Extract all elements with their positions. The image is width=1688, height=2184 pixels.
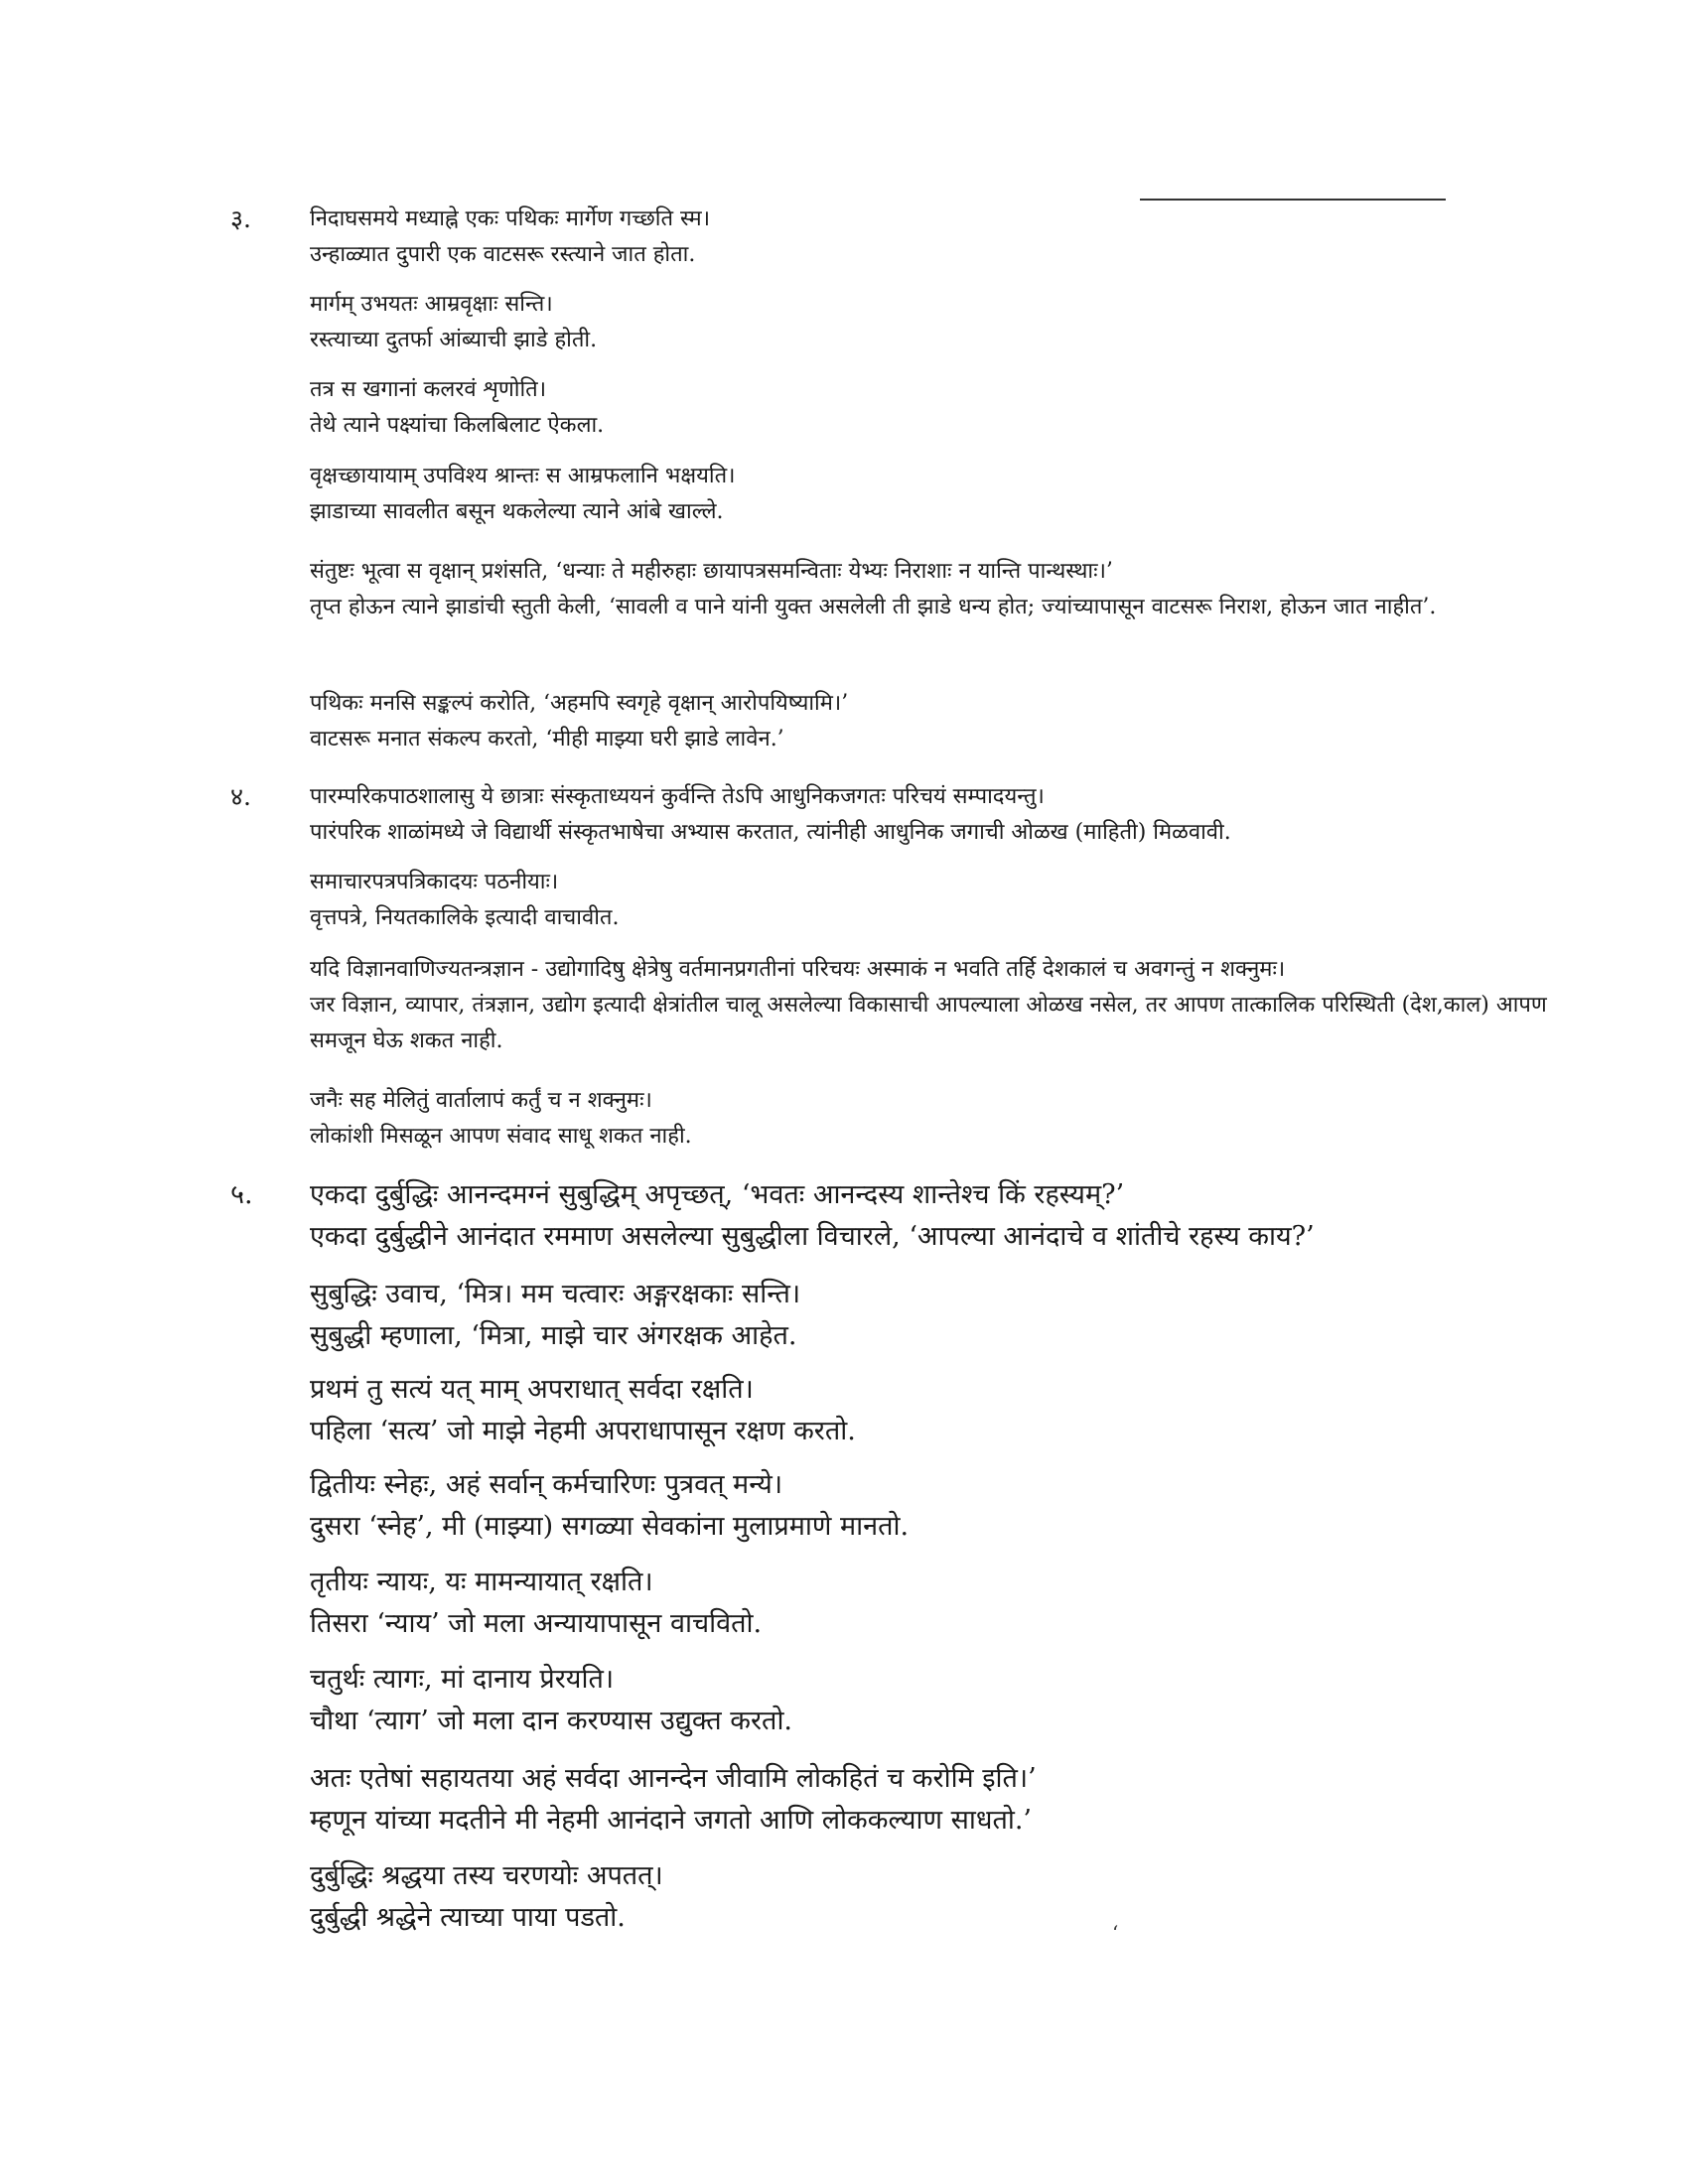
verse-pair bbox=[310, 1174, 1551, 1258]
sanskrit-line: तृतीयः न्यायः, यः मामन्यायात् रक्षति। bbox=[310, 1567, 653, 1597]
verse-pair bbox=[310, 1855, 1551, 1939]
marathi-line: दुर्बुद्धी श्रद्धेने त्याच्या पाया पडतो. bbox=[310, 1902, 626, 1933]
sanskrit-line: निदाघसमये मध्याह्ने एकः पथिकः मार्गेण गच्छति स्म। bbox=[310, 206, 711, 231]
sanskrit-line: द्वितीयः स्नेहः, अहं सर्वान् कर्मचारिणः पुत्रवत् मन्ये। bbox=[310, 1469, 783, 1500]
marathi-line: एकदा दुर्बुद्धीने आनंदात रममाण असलेल्या सुबुद्धीला विचारले, ‘आपल्या आनंदाचे व शांतीचे रहस्य काय?’ bbox=[310, 1221, 1315, 1252]
verse-pair bbox=[310, 202, 1551, 273]
marathi-line: लोकांशी मिसळून आपण संवाद साधू शकत नाही. bbox=[310, 1124, 692, 1149]
top-right-rule bbox=[1140, 199, 1446, 201]
marathi-line: तेथे त्याने पक्ष्यांचा किलबिलाट ऐकला. bbox=[310, 413, 605, 438]
sanskrit-line: सुबुद्धिः उवाच, ‘मित्र। मम चत्वारः अङ्गरक्षकाः सन्ति। bbox=[310, 1279, 801, 1309]
verse-pair bbox=[310, 1758, 1551, 1842]
sanskrit-line: यदि विज्ञानवाणिज्यतन्त्रज्ञान - उद्योगादिषु क्षेत्रेषु वर्तमानप्रगतीनां परिचयः अस्माकं न भवति तर्हि देशकालं च अवगन्तुं न शक्नुमः। bbox=[310, 957, 1286, 982]
sanskrit-line: जनैः सह मेलितुं वार्तालापं कर्तुं च न शक्नुमः। bbox=[310, 1088, 652, 1113]
verse-pair bbox=[310, 865, 1551, 936]
marathi-line: झाडाच्या सावलीत बसून थकलेल्या त्याने आंबे खाल्ले. bbox=[310, 499, 724, 524]
sanskrit-line: प्रथमं तु सत्यं यत् माम् अपराधात् सर्वदा रक्षति। bbox=[310, 1374, 754, 1405]
marathi-line: तिसरा ‘न्याय’ जो मला अन्यायापासून वाचवितो. bbox=[310, 1608, 763, 1639]
sanskrit-line: मार्गम् उभयतः आम्रवृक्षाः सन्ति। bbox=[310, 292, 553, 317]
section-number: ५. bbox=[230, 1179, 253, 1210]
marathi-line: तृप्त होऊन त्याने झाडांची स्तुती केली, ‘सावली व पाने यांनी युक्त असलेली ती झाडे धन्य होत; ज्यांच्यापासून वाटसरू निराश, होऊन जात नाहीत’. bbox=[310, 595, 1437, 619]
verse-pair bbox=[310, 952, 1551, 1059]
sanskrit-line: संतुष्टः भूत्वा स वृक्षान् प्रशंसति, ‘धन्याः ते महीरुहाः छायापत्रसमन्विताः येभ्यः निराशाः न यान्ति पान्थस्थाः।’ bbox=[310, 559, 1113, 584]
scan-speck: ʻ bbox=[1112, 1921, 1119, 1945]
marathi-line: वाटसरू मनात संकल्प करतो, ‘मीही माझ्या घरी झाडे लावेन.’ bbox=[310, 727, 784, 751]
verse-pair bbox=[310, 1369, 1551, 1452]
verse-pair bbox=[310, 686, 1551, 757]
section-number: ४. bbox=[230, 782, 251, 811]
sanskrit-line: एकदा दुर्बुद्धिः आनन्दमग्नं सुबुद्धिम् अपृच्छत्, ‘भवतः आनन्दस्य शान्तेश्च किं रहस्यम्?’ bbox=[310, 1179, 1125, 1210]
marathi-line: दुसरा ‘स्नेह’, मी (माझ्या) सगळ्या सेवकांना मुलाप्रमाणे मानतो. bbox=[310, 1511, 910, 1542]
marathi-line: पहिला ‘सत्य’ जो माझे नेहमी अपराधापासून रक्षण करतो. bbox=[310, 1416, 856, 1446]
marathi-line: पारंपरिक शाळांमध्ये जे विद्यार्थी संस्कृतभाषेचा अभ्यास करतात, त्यांनीही आधुनिक जगाची ओळख (माहिती) मिळवावी. bbox=[310, 820, 1231, 845]
marathi-line: वृत्तपत्रे, नियतकालिके इत्यादी वाचावीत. bbox=[310, 905, 620, 930]
sanskrit-line: दुर्बुद्धिः श्रद्धया तस्य चरणयोः अपतत्। bbox=[310, 1860, 663, 1891]
marathi-line: रस्त्याच्या दुतर्फा आंब्याची झाडे होती. bbox=[310, 328, 598, 352]
verse-pair bbox=[310, 1083, 1551, 1155]
sanskrit-line: तत्र स खगानां कलरवं शृणोति। bbox=[310, 377, 547, 402]
verse-pair bbox=[310, 1659, 1551, 1742]
sanskrit-line: वृक्षच्छायायाम् उपविश्य श्रान्तः स आम्रफलानि भक्षयति। bbox=[310, 464, 736, 488]
sanskrit-line: चतुर्थः त्यागः, मां दानाय प्रेरयति। bbox=[310, 1664, 615, 1695]
verse-pair bbox=[310, 1562, 1551, 1645]
marathi-line: जर विज्ञान, व्यापार, तंत्रज्ञान, उद्योग इत्यादी क्षेत्रांतील चालू असलेल्या विकासाची आपल्याला ओळख नसेल, तर आपण तात्कालिक परिस्थिती (देश,काल) आपण समजून घेऊ शकत नाही. bbox=[310, 993, 1547, 1053]
sanskrit-line: पथिकः मनसि सङ्कल्पं करोति, ‘अहमपि स्वगृहे वृक्षान् आरोपयिष्यामि।’ bbox=[310, 691, 849, 716]
sanskrit-line: पारम्परिकपाठशालासु ये छात्राः संस्कृताध्ययनं कुर्वन्ति तेऽपि आधुनिकजगतः परिचयं सम्पादयन्तु। bbox=[310, 784, 1045, 809]
verse-pair bbox=[310, 554, 1551, 625]
marathi-line: चौथा ‘त्याग’ जो मला दान करण्यास उद्युक्त करतो. bbox=[310, 1706, 793, 1736]
marathi-line: म्हणून यांच्या मदतीने मी नेहमी आनंदाने जगतो आणि लोककल्याण साधतो.’ bbox=[310, 1805, 1032, 1836]
verse-pair bbox=[310, 459, 1551, 530]
verse-pair bbox=[310, 287, 1551, 358]
section-number: ३. bbox=[230, 205, 251, 233]
sanskrit-line: समाचारपत्रपत्रिकादयः पठनीयाः। bbox=[310, 870, 559, 894]
verse-pair bbox=[310, 1464, 1551, 1548]
verse-pair bbox=[310, 1274, 1551, 1357]
sanskrit-line: अतः एतेषां सहायतया अहं सर्वदा आनन्देन जीवामि लोकहितं च करोमि इति।’ bbox=[310, 1763, 1037, 1794]
verse-pair bbox=[310, 779, 1551, 851]
marathi-line: उन्हाळ्यात दुपारी एक वाटसरू रस्त्याने जात होता. bbox=[310, 242, 696, 267]
verse-pair bbox=[310, 372, 1551, 444]
marathi-line: सुबुद्धी म्हणाला, ‘मित्रा, माझे चार अंगरक्षक आहेत. bbox=[310, 1320, 797, 1351]
